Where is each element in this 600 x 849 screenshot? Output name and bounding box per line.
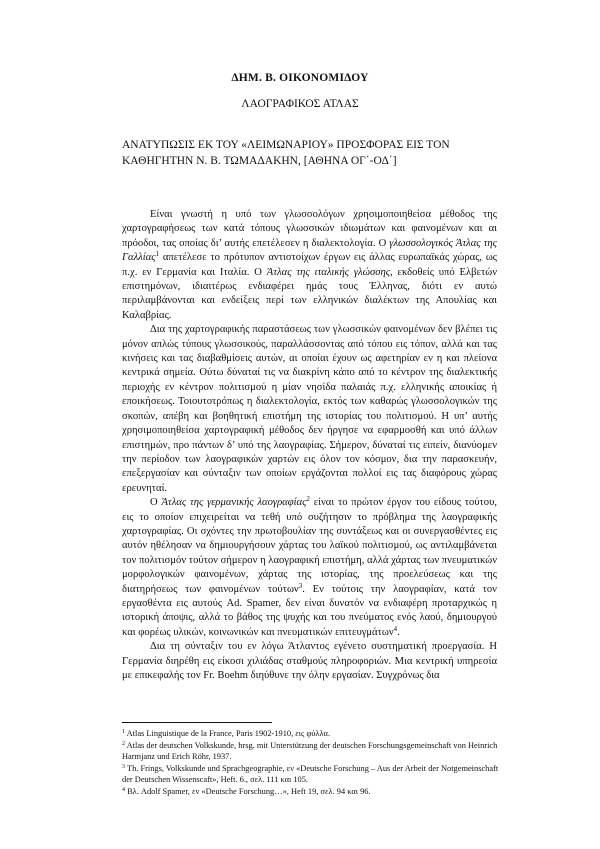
footnote-text: Atlas Linguistique de la France, Paris 1902-1910, εις φύλλα. bbox=[126, 729, 331, 738]
text-run: . bbox=[397, 626, 400, 638]
document-subtitle: ΛΑΟΓΡΑΦΙΚΟΣ ΑΤΛΑΣ bbox=[241, 98, 359, 110]
footnote-number: 4 bbox=[122, 786, 125, 793]
footnote-ref-3[interactable]: 3 bbox=[298, 581, 303, 590]
footnote-text: Atlas der deutschen Volkskunde, hrsg. mit Unterstützung der deutschen Forschungsgemeinschaft von Heinrich Harmjanz und Erich Röhr, 1937. bbox=[122, 740, 498, 761]
paragraph-2: Δια της χαρτογραφικής παραστάσεως των γλωσσικών φαινομένων δεν βλέπει τις μόνον απλώς τύπους γλωσσικούς, παραλλάσσοντας από τόπου εις τόπον, αλλά και τας κινήσεις και τας διαβαθμίσεις αυτών, αι οποίαι έχουν ως αφετηρίαν εν η και πλείονα κεντρικά σημεία. Ούτω δύναταί τις να διακρίνη κάπο από το κέντρον της διαλεκτικής περιοχής εν κέντρον πολιτισμού η μίαν νησίδα παλαιάς π.χ. ελληνικής αποικίας ή εποικήσεως. Τοιουτοτρόπως η διαλεκτολογία, εκτός των καθαρώς γλωσσολογικών της σκοπών, απέβη και βοηθητική επιστήμη της ιστορίας του πολιτισμού. Η υπ’ αυτής χρησιμοποιηθείσα χαρτογραφική μέθοδος δεν ήργησε να εφαρμοσθή και υπό άλλων επιστημών, προ πάντων δ’ υπό της λαογραφίας. Σήμερον, δύναταί τις ειπείν, διανύομεν την περίοδον των λαογραφικών χαρτών εις όλον τον κόσμον, δια την παρασκευήν, επεξεργασίαν και σύνταξιν των οποίων εργάζονται πολλοί εις τας διαφόρους χώρας ερευνηταί. bbox=[122, 324, 497, 494]
footnote-1 bbox=[122, 728, 500, 739]
footnote-ref-4[interactable]: 4 bbox=[393, 624, 398, 633]
text-run: Είναι γνωστή η υπό των γλωσσολόγων χρησιμοποιηθείσα μέθοδος της χαρτογραφήσεως των κατά τόπους γλωσσικών ιδιωμάτων και φαινομένων και αι πρόοδοι, τας οποίας δι’ αυτής επετέλεσεν η διαλεκτολογία. Ο bbox=[122, 209, 497, 249]
text-run: Ο bbox=[150, 497, 162, 509]
footnote-2 bbox=[122, 740, 500, 762]
paragraph-4: Δια τη σύνταξιν του εν λόγω Άτλαντος εγένετο συστηματική προεργασία. Η Γερμανία διηρέθη εις είκοσι χιλιάδας σταθμούς πληροφοριών. Μια κεντρική υπηρεσία με επικεφαλής τον Fr. Boehm διηύθυνε την όλην εργασίαν. Συγχρόνως δια bbox=[122, 641, 497, 681]
author-heading: ΔΗΜ. Β. ΟΙΚΟΝΟΜΙΔΟΥ bbox=[231, 72, 369, 84]
text-run: . Εν τούτοις την λαογραφίαν, κατά τον εργασθέντα εις αυτούς Ad. Spamer, δεν είναι δυνατόν να ενδιαφέρη προταρχικώς η ιστορική άποψις, αλλά το βάθος της ψυχής και του πνεύματος ενός λαού, δημιουργού και φορέως υλικών, κοινωνικών και πνευματικών επιτευγμάτων bbox=[122, 583, 497, 638]
footnote-3 bbox=[122, 763, 500, 785]
text-run: απετέλεσε το πρότυπον αντιστοίχων έργων εις άλλας ευρωπαϊκάς χώρας, ως π.χ. εν Γερμανία και Ιταλία. Ο bbox=[122, 252, 497, 278]
footnote-number: 1 bbox=[122, 729, 125, 735]
paragraph-1 bbox=[122, 208, 497, 323]
body-text bbox=[122, 208, 497, 683]
paragraph-3 bbox=[122, 496, 497, 640]
footnote-text: Th. Frings, Volkskunde und Sprachgeographie, εν «Deutsche Forschung – Aus der Arbeit der Notgemeinschaft der Deutschen Wissenscaft», Heft. 6., σελ. 111 και 105. bbox=[122, 763, 499, 784]
footnotes bbox=[122, 728, 500, 797]
italic-title: Άτλας της γερμανικής λαογραφίας bbox=[161, 497, 307, 509]
italic-title: Άτλας της ιταλικής γλώσσης bbox=[266, 266, 391, 278]
document-title: ΑΝΑΤΥΠΩΣΙΣ ΕΚ ΤΟΥ «ΛΕΙΜΩΝΑΡΙΟΥ» ΠΡΟΣΦΟΡΑΣ ΕΙΣ ΤΟΝ ΚΑΘΗΓΗΤΗΝ Ν. Β. ΤΩΜΑΔΑΚΗΝ, [ΑΘΗΝΑ ΟΓ΄-ΟΔ΄] bbox=[122, 139, 450, 167]
footnote-divider bbox=[122, 722, 272, 723]
footnote-4 bbox=[122, 786, 500, 797]
footnote-ref-2[interactable]: 2 bbox=[306, 495, 310, 504]
footnote-text: Βλ. Adolf Spamer, εν «Deutsche Forschung…», Heft 19, σελ. 94 και 96. bbox=[127, 786, 371, 796]
footnote-number: 3 bbox=[122, 763, 125, 770]
footnote-number: 2 bbox=[122, 740, 125, 747]
text-run: , εκδοθείς υπό Ελβετών επιστημόνων, ιδιαιτέρως ενδιαφέρει ημάς τους Έλληνας, διότι εν αυτώ περιλαμβάνονται και ενδείξεις περί των ελληνικών διαλέκτων της Απουλίας και Καλαβρίας. bbox=[122, 266, 497, 321]
italic-title: γλωσσολογικός Άτλας της Γαλλίας bbox=[122, 237, 497, 264]
footnote-ref-1[interactable]: 1 bbox=[155, 250, 160, 259]
text-run: είναι το πρώτον έργον του είδους τούτου, εις το οποίον επιχειρείται να τεθή υπό συζήτησιν το πρόβλημα της λαογραφικής χαρτογραφίας. Οι σχόντες την πρωτοβουλίαν της συντάξεως και οι συνεργασθέντες εις αυτόν ηθέλησαν να δημιουργήσουν χάρτας του λαϊκού πολιτισμού, ως αντιλαμβάνεται τον πολιτισμόν τούτον σήμερον η λαογραφική επιστήμη, αλλά χάρτας των πνευματικών μορφολογικών φαινομένων, χάρτας της ιστορίας, της προελεύσεως και της διατηρήσεως των φαινομένων τούτων bbox=[122, 497, 497, 595]
